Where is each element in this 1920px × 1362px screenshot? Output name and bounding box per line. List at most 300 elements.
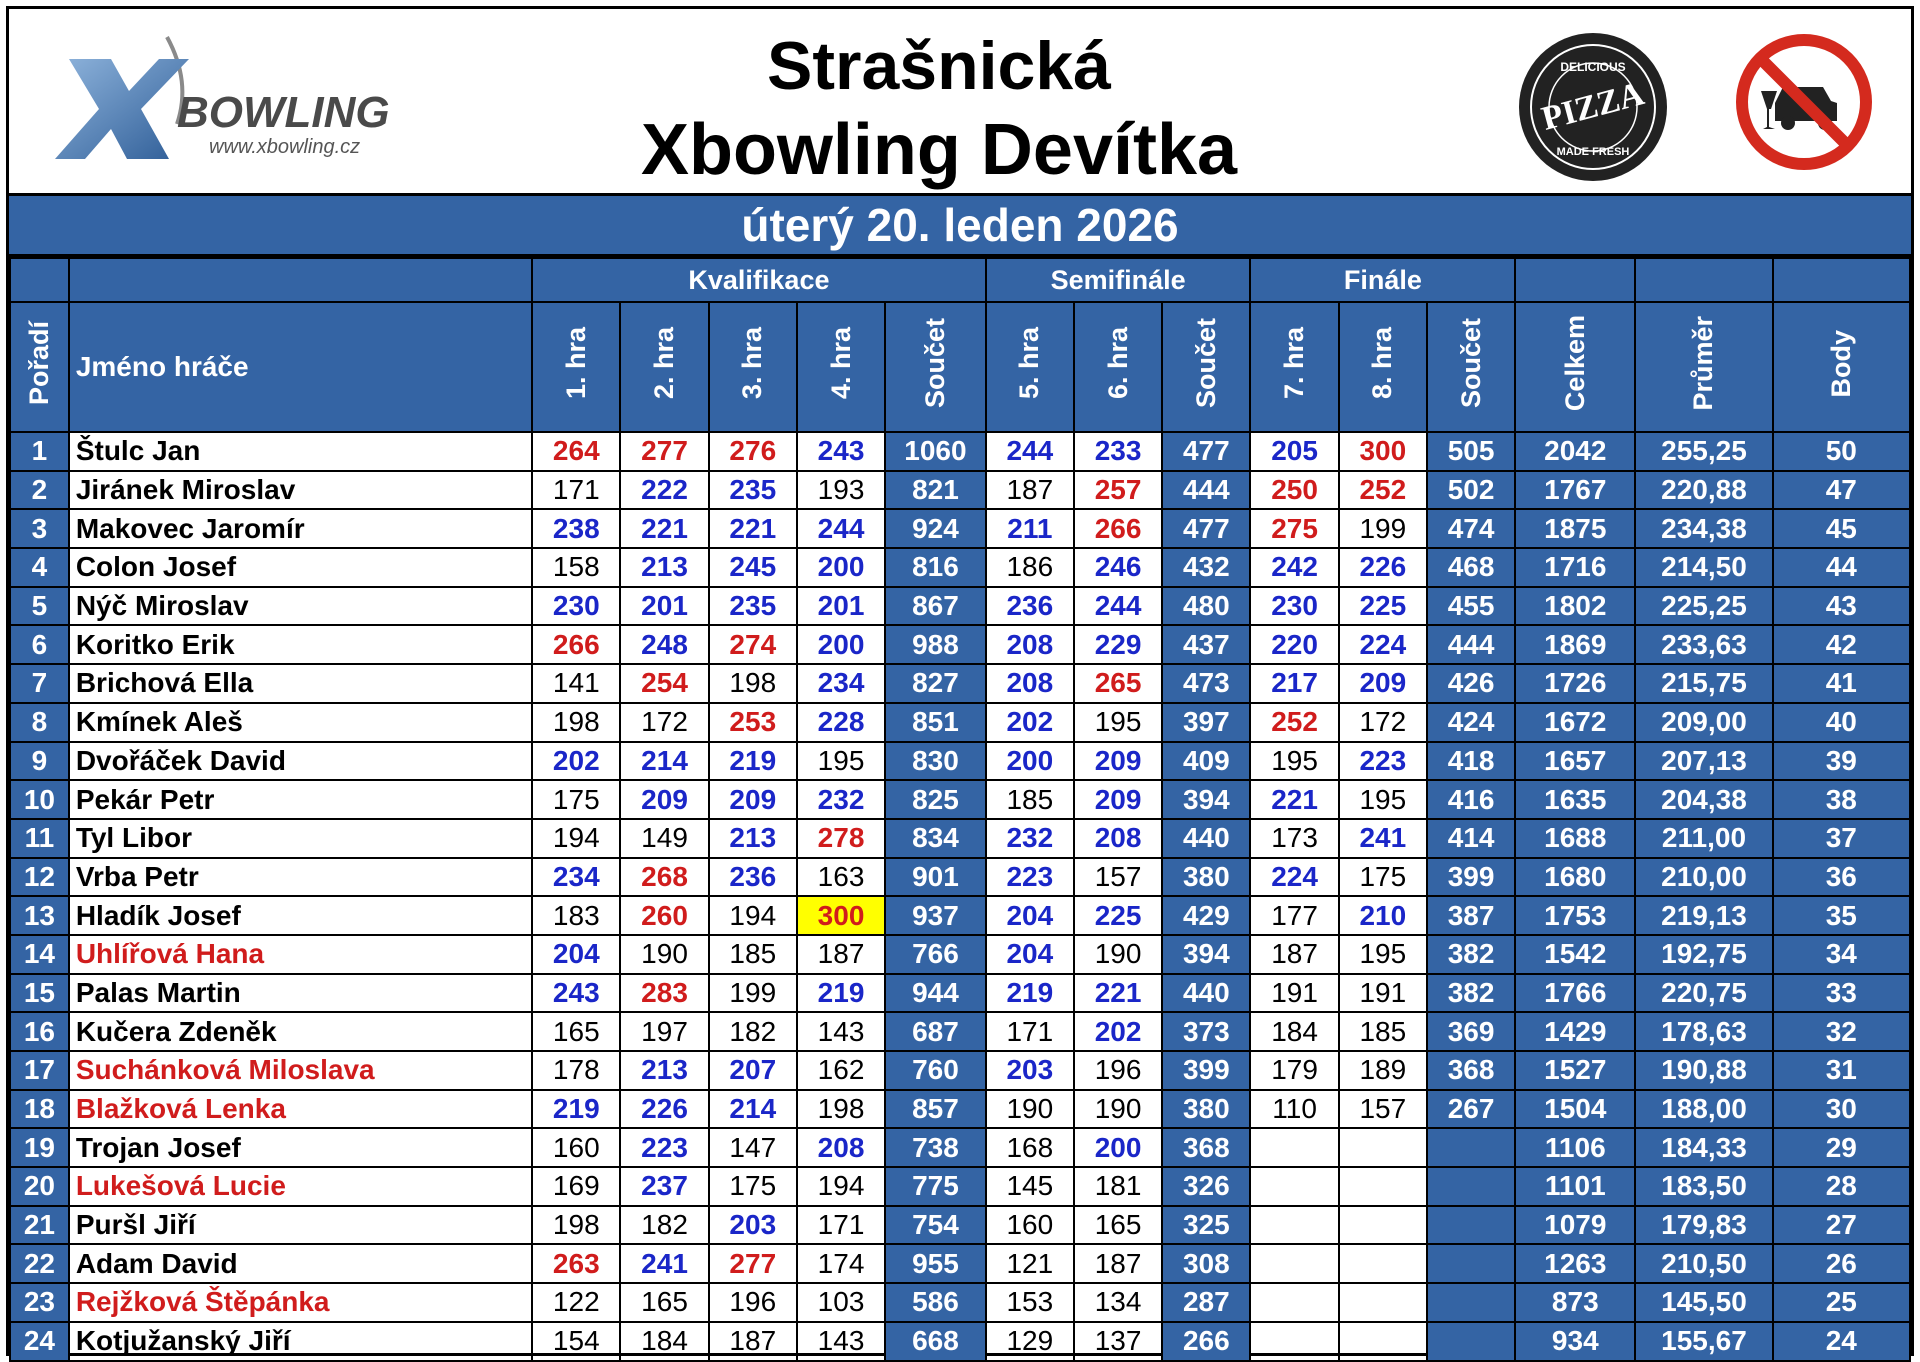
game-score: 234	[797, 664, 885, 703]
game-score: 265	[1074, 664, 1162, 703]
sum-finale	[1427, 1167, 1515, 1206]
points-cell: 26	[1773, 1244, 1910, 1283]
game-score: 175	[1339, 858, 1427, 897]
game-score: 233	[1074, 432, 1162, 471]
game-score: 203	[709, 1206, 797, 1245]
game-score: 209	[1074, 780, 1162, 819]
col-header-hra-1: 1. hra	[532, 302, 620, 432]
average-cell: 207,13	[1635, 742, 1772, 781]
game-score	[1339, 1128, 1427, 1167]
sum-finale: 369	[1427, 1012, 1515, 1051]
svg-text:PIZZA: PIZZA	[1537, 75, 1648, 138]
game-score: 250	[1250, 471, 1338, 510]
group-finale: Finále	[1250, 258, 1515, 302]
game-score: 242	[1250, 548, 1338, 587]
game-score: 195	[1074, 703, 1162, 742]
pizza-badge-icon	[1517, 31, 1669, 183]
game-score: 266	[1074, 509, 1162, 548]
group-blank	[69, 258, 532, 302]
sum-semifinale: 380	[1162, 858, 1250, 897]
player-name: Jiránek Miroslav	[69, 471, 532, 510]
points-cell: 33	[1773, 974, 1910, 1013]
total-cell: 2042	[1515, 432, 1635, 471]
player-name: Adam David	[69, 1244, 532, 1283]
game-score: 300	[797, 896, 885, 935]
game-score: 103	[797, 1283, 885, 1322]
table-row	[10, 896, 1910, 935]
rank-cell: 4	[10, 548, 69, 587]
total-cell: 1688	[1515, 819, 1635, 858]
table-row	[10, 664, 1910, 703]
average-cell: 155,67	[1635, 1322, 1772, 1361]
game-score: 237	[620, 1167, 708, 1206]
table-row	[10, 1283, 1910, 1322]
game-score: 232	[986, 819, 1074, 858]
game-score: 246	[1074, 548, 1162, 587]
sum-finale: 424	[1427, 703, 1515, 742]
total-cell: 1875	[1515, 509, 1635, 548]
game-score: 147	[709, 1128, 797, 1167]
game-score: 200	[797, 625, 885, 664]
game-score: 213	[620, 1051, 708, 1090]
table-row	[10, 625, 1910, 664]
sum-semifinale: 394	[1162, 780, 1250, 819]
col-header-celkem: Celkem	[1515, 302, 1635, 432]
sum-finale: 474	[1427, 509, 1515, 548]
date-banner: úterý 20. leden 2026	[9, 193, 1911, 257]
table-row	[10, 1090, 1910, 1129]
game-score: 172	[1339, 703, 1427, 742]
sum-finale	[1427, 1128, 1515, 1167]
game-score: 254	[620, 664, 708, 703]
sum-finale: 387	[1427, 896, 1515, 935]
average-cell: 190,88	[1635, 1051, 1772, 1090]
total-cell: 1263	[1515, 1244, 1635, 1283]
average-cell: 255,25	[1635, 432, 1772, 471]
game-score: 185	[986, 780, 1074, 819]
game-score: 200	[797, 548, 885, 587]
game-score: 219	[709, 742, 797, 781]
game-score: 235	[709, 587, 797, 626]
svg-text:www.xbowling.cz: www.xbowling.cz	[209, 136, 361, 158]
game-score: 134	[1074, 1283, 1162, 1322]
average-cell: 192,75	[1635, 935, 1772, 974]
col-header-hra-3: 3. hra	[709, 302, 797, 432]
sum-semifinale: 432	[1162, 548, 1250, 587]
average-cell: 220,75	[1635, 974, 1772, 1013]
total-cell: 1542	[1515, 935, 1635, 974]
player-name: Suchánková Miloslava	[69, 1051, 532, 1090]
game-score: 195	[1339, 780, 1427, 819]
rank-cell: 7	[10, 664, 69, 703]
game-score: 169	[532, 1167, 620, 1206]
average-cell: 179,83	[1635, 1206, 1772, 1245]
table-row	[10, 780, 1910, 819]
group-blank	[1515, 258, 1635, 302]
table-row	[10, 509, 1910, 548]
game-score: 160	[986, 1206, 1074, 1245]
table-row	[10, 1322, 1910, 1361]
points-cell: 50	[1773, 432, 1910, 471]
rank-cell: 20	[10, 1167, 69, 1206]
game-score: 276	[709, 432, 797, 471]
col-header-poradi: Pořadí	[10, 302, 69, 432]
player-name: Trojan Josef	[69, 1128, 532, 1167]
game-score: 232	[797, 780, 885, 819]
game-score: 154	[532, 1322, 620, 1361]
col-header-soucet-kvalifikace: Součet	[885, 302, 986, 432]
game-score: 222	[620, 471, 708, 510]
total-cell: 873	[1515, 1283, 1635, 1322]
game-score: 208	[1074, 819, 1162, 858]
game-score: 221	[1250, 780, 1338, 819]
group-blank	[10, 258, 69, 302]
game-score: 165	[620, 1283, 708, 1322]
table-row	[10, 1128, 1910, 1167]
col-header-hra-2: 2. hra	[620, 302, 708, 432]
average-cell: 214,50	[1635, 548, 1772, 587]
table-row	[10, 432, 1910, 471]
game-score: 171	[986, 1012, 1074, 1051]
sum-kvalifikace: 827	[885, 664, 986, 703]
sum-semifinale: 440	[1162, 974, 1250, 1013]
sum-kvalifikace: 867	[885, 587, 986, 626]
sum-kvalifikace: 738	[885, 1128, 986, 1167]
game-score: 181	[1074, 1167, 1162, 1206]
game-score: 211	[986, 509, 1074, 548]
game-score: 190	[1074, 1090, 1162, 1129]
game-score: 202	[1074, 1012, 1162, 1051]
player-name: Puršl Jiří	[69, 1206, 532, 1245]
game-score: 234	[532, 858, 620, 897]
game-score: 194	[797, 1167, 885, 1206]
rank-cell: 3	[10, 509, 69, 548]
rank-cell: 1	[10, 432, 69, 471]
sum-kvalifikace: 924	[885, 509, 986, 548]
points-cell: 44	[1773, 548, 1910, 587]
game-score: 185	[1339, 1012, 1427, 1051]
col-header-hra-4: 4. hra	[797, 302, 885, 432]
points-cell: 31	[1773, 1051, 1910, 1090]
game-score: 252	[1250, 703, 1338, 742]
game-score: 195	[797, 742, 885, 781]
table-row	[10, 548, 1910, 587]
sum-kvalifikace: 766	[885, 935, 986, 974]
sum-semifinale: 440	[1162, 819, 1250, 858]
table-row	[10, 742, 1910, 781]
game-score: 204	[986, 935, 1074, 974]
average-cell: 210,50	[1635, 1244, 1772, 1283]
rank-cell: 17	[10, 1051, 69, 1090]
average-cell: 211,00	[1635, 819, 1772, 858]
game-score: 187	[1250, 935, 1338, 974]
total-cell: 1504	[1515, 1090, 1635, 1129]
game-score: 208	[986, 625, 1074, 664]
game-score: 243	[532, 974, 620, 1013]
game-score: 220	[1250, 625, 1338, 664]
game-score: 204	[986, 896, 1074, 935]
game-score: 214	[709, 1090, 797, 1129]
table-row	[10, 1244, 1910, 1283]
sum-semifinale: 308	[1162, 1244, 1250, 1283]
game-score: 168	[986, 1128, 1074, 1167]
points-cell: 43	[1773, 587, 1910, 626]
sum-semifinale: 394	[1162, 935, 1250, 974]
average-cell: 209,00	[1635, 703, 1772, 742]
game-score: 228	[797, 703, 885, 742]
game-score: 194	[709, 896, 797, 935]
sum-finale	[1427, 1322, 1515, 1361]
col-header-soucet-finale: Součet	[1427, 302, 1515, 432]
points-cell: 25	[1773, 1283, 1910, 1322]
table-row	[10, 471, 1910, 510]
game-score: 121	[986, 1244, 1074, 1283]
player-name: Pekár Petr	[69, 780, 532, 819]
game-score	[1250, 1322, 1338, 1361]
rank-cell: 16	[10, 1012, 69, 1051]
game-score: 224	[1250, 858, 1338, 897]
game-score: 153	[986, 1283, 1074, 1322]
game-score: 219	[797, 974, 885, 1013]
game-score	[1250, 1244, 1338, 1283]
game-score: 226	[620, 1090, 708, 1129]
player-name: Uhlířová Hana	[69, 935, 532, 974]
game-score: 171	[532, 471, 620, 510]
total-cell: 1527	[1515, 1051, 1635, 1090]
player-name: Nýč Miroslav	[69, 587, 532, 626]
game-score: 209	[620, 780, 708, 819]
game-score: 190	[1074, 935, 1162, 974]
game-score: 260	[620, 896, 708, 935]
game-score: 209	[709, 780, 797, 819]
average-cell: 184,33	[1635, 1128, 1772, 1167]
points-cell: 35	[1773, 896, 1910, 935]
table-row	[10, 703, 1910, 742]
game-score: 201	[797, 587, 885, 626]
game-score: 190	[620, 935, 708, 974]
total-cell: 1716	[1515, 548, 1635, 587]
col-header-hra-8: 8. hra	[1339, 302, 1427, 432]
game-score: 210	[1339, 896, 1427, 935]
group-kvalifikace: Kvalifikace	[532, 258, 986, 302]
sum-semifinale: 399	[1162, 1051, 1250, 1090]
game-score: 145	[986, 1167, 1074, 1206]
game-score: 213	[709, 819, 797, 858]
points-cell: 27	[1773, 1206, 1910, 1245]
game-score: 200	[986, 742, 1074, 781]
sum-kvalifikace: 1060	[885, 432, 986, 471]
game-score: 191	[1250, 974, 1338, 1013]
sum-semifinale: 368	[1162, 1128, 1250, 1167]
game-score: 197	[620, 1012, 708, 1051]
group-semifinale: Semifinále	[986, 258, 1251, 302]
game-score: 129	[986, 1322, 1074, 1361]
player-name: Tyl Libor	[69, 819, 532, 858]
sum-semifinale: 477	[1162, 509, 1250, 548]
total-cell: 1766	[1515, 974, 1635, 1013]
average-cell: 178,63	[1635, 1012, 1772, 1051]
player-name: Rejžková Štěpánka	[69, 1283, 532, 1322]
table-row	[10, 1206, 1910, 1245]
col-header-hra-6: 6. hra	[1074, 302, 1162, 432]
average-cell: 188,00	[1635, 1090, 1772, 1129]
game-score: 223	[1339, 742, 1427, 781]
player-name: Brichová Ella	[69, 664, 532, 703]
player-name: Makovec Jaromír	[69, 509, 532, 548]
game-score: 160	[532, 1128, 620, 1167]
game-score: 187	[709, 1322, 797, 1361]
total-cell: 1106	[1515, 1128, 1635, 1167]
col-header-hra-5: 5. hra	[986, 302, 1074, 432]
game-score: 194	[532, 819, 620, 858]
sum-finale: 418	[1427, 742, 1515, 781]
sum-kvalifikace: 901	[885, 858, 986, 897]
sum-semifinale: 480	[1162, 587, 1250, 626]
xbowling-logo	[49, 29, 449, 169]
game-score: 268	[620, 858, 708, 897]
player-name: Vrba Petr	[69, 858, 532, 897]
col-header-prumer: Průměr	[1635, 302, 1772, 432]
game-score: 157	[1074, 858, 1162, 897]
sum-kvalifikace: 687	[885, 1012, 986, 1051]
rank-cell: 9	[10, 742, 69, 781]
sum-kvalifikace: 937	[885, 896, 986, 935]
average-cell: 215,75	[1635, 664, 1772, 703]
game-score: 213	[620, 548, 708, 587]
header	[9, 9, 1911, 193]
sum-finale: 468	[1427, 548, 1515, 587]
game-score: 238	[532, 509, 620, 548]
rank-cell: 21	[10, 1206, 69, 1245]
game-score: 193	[797, 471, 885, 510]
average-cell: 210,00	[1635, 858, 1772, 897]
game-score	[1250, 1128, 1338, 1167]
total-cell: 1635	[1515, 780, 1635, 819]
game-score: 196	[709, 1283, 797, 1322]
game-score: 199	[709, 974, 797, 1013]
game-score	[1339, 1206, 1427, 1245]
game-score: 274	[709, 625, 797, 664]
results-table	[9, 257, 1911, 1362]
game-score: 143	[797, 1322, 885, 1361]
game-score: 208	[986, 664, 1074, 703]
sum-kvalifikace: 760	[885, 1051, 986, 1090]
table-row	[10, 935, 1910, 974]
player-name: Blažková Lenka	[69, 1090, 532, 1129]
points-cell: 29	[1773, 1128, 1910, 1167]
sum-kvalifikace: 821	[885, 471, 986, 510]
game-score	[1250, 1206, 1338, 1245]
game-score: 157	[1339, 1090, 1427, 1129]
sum-finale: 426	[1427, 664, 1515, 703]
game-score: 235	[709, 471, 797, 510]
game-score: 223	[986, 858, 1074, 897]
player-name: Hladík Josef	[69, 896, 532, 935]
sum-semifinale: 326	[1162, 1167, 1250, 1206]
col-header-hra-7: 7. hra	[1250, 302, 1338, 432]
points-cell: 28	[1773, 1167, 1910, 1206]
sum-finale: 455	[1427, 587, 1515, 626]
sum-semifinale: 444	[1162, 471, 1250, 510]
game-score: 214	[620, 742, 708, 781]
game-score: 162	[797, 1051, 885, 1090]
sum-semifinale: 287	[1162, 1283, 1250, 1322]
sum-finale: 505	[1427, 432, 1515, 471]
sum-finale: 382	[1427, 974, 1515, 1013]
points-cell: 30	[1773, 1090, 1910, 1129]
game-score: 187	[986, 471, 1074, 510]
game-score: 183	[532, 896, 620, 935]
rank-cell: 15	[10, 974, 69, 1013]
game-score: 223	[620, 1128, 708, 1167]
sum-finale	[1427, 1244, 1515, 1283]
game-score: 177	[1250, 896, 1338, 935]
game-score: 149	[620, 819, 708, 858]
rank-cell: 14	[10, 935, 69, 974]
game-score: 195	[1339, 935, 1427, 974]
game-score: 205	[1250, 432, 1338, 471]
game-score	[1250, 1283, 1338, 1322]
game-score: 182	[709, 1012, 797, 1051]
col-header-soucet-semifinale: Součet	[1162, 302, 1250, 432]
total-cell: 1101	[1515, 1167, 1635, 1206]
game-score: 241	[1339, 819, 1427, 858]
total-cell: 934	[1515, 1322, 1635, 1361]
sum-kvalifikace: 857	[885, 1090, 986, 1129]
player-name: Kučera Zdeněk	[69, 1012, 532, 1051]
game-score: 263	[532, 1244, 620, 1283]
game-score: 184	[1250, 1012, 1338, 1051]
sum-semifinale: 437	[1162, 625, 1250, 664]
sum-semifinale: 477	[1162, 432, 1250, 471]
group-blank	[1635, 258, 1772, 302]
game-score: 185	[709, 935, 797, 974]
game-score: 203	[986, 1051, 1074, 1090]
game-score: 191	[1339, 974, 1427, 1013]
table-row	[10, 1012, 1910, 1051]
points-cell: 41	[1773, 664, 1910, 703]
sum-semifinale: 429	[1162, 896, 1250, 935]
sum-finale: 382	[1427, 935, 1515, 974]
total-cell: 1657	[1515, 742, 1635, 781]
game-score: 252	[1339, 471, 1427, 510]
rank-cell: 22	[10, 1244, 69, 1283]
game-score: 179	[1250, 1051, 1338, 1090]
sum-semifinale: 373	[1162, 1012, 1250, 1051]
sum-kvalifikace: 586	[885, 1283, 986, 1322]
svg-text:DELICIOUS: DELICIOUS	[1560, 60, 1626, 74]
game-score: 173	[1250, 819, 1338, 858]
game-score: 244	[1074, 587, 1162, 626]
game-score: 224	[1339, 625, 1427, 664]
total-cell: 1753	[1515, 896, 1635, 935]
title-line-1: Strašnická	[767, 28, 1111, 104]
points-cell: 24	[1773, 1322, 1910, 1361]
game-score: 277	[620, 432, 708, 471]
rank-cell: 13	[10, 896, 69, 935]
rank-cell: 8	[10, 703, 69, 742]
table-row	[10, 1051, 1910, 1090]
game-score: 221	[709, 509, 797, 548]
game-score: 196	[1074, 1051, 1162, 1090]
sum-semifinale: 397	[1162, 703, 1250, 742]
rank-cell: 2	[10, 471, 69, 510]
game-score: 219	[986, 974, 1074, 1013]
game-score	[1339, 1283, 1427, 1322]
svg-text:MADE FRESH: MADE FRESH	[1556, 146, 1630, 158]
game-score	[1250, 1167, 1338, 1206]
game-score: 207	[709, 1051, 797, 1090]
